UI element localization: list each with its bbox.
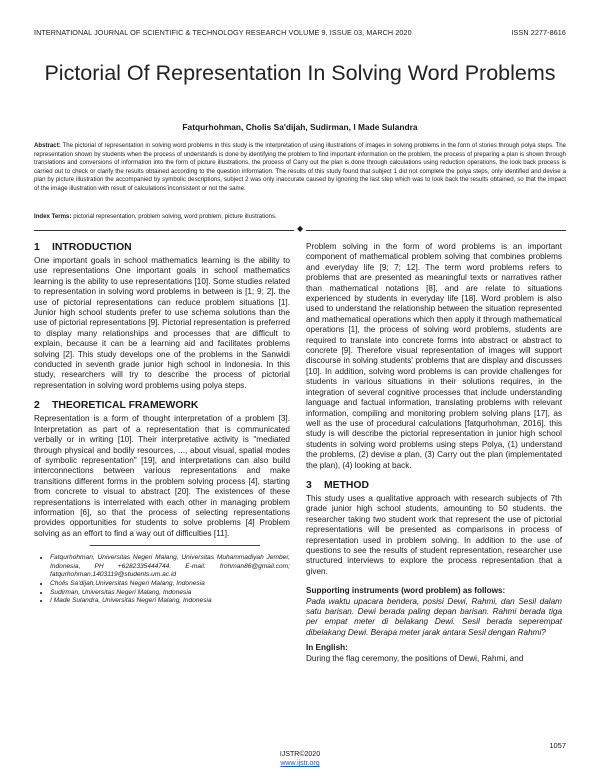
section-number: 3 bbox=[306, 479, 312, 491]
section-heading-method bbox=[306, 480, 562, 492]
journal-url-link[interactable]: www.ijstr.org bbox=[280, 760, 320, 767]
section-title: INTRODUCTION bbox=[52, 242, 132, 253]
issn: ISSN 2277-8616 bbox=[511, 28, 566, 37]
diamond-icon: ◆ bbox=[297, 224, 304, 233]
page-footer bbox=[0, 750, 600, 768]
section-heading-theory bbox=[34, 400, 290, 412]
english-problem-text: During the flag ceremony, the positions of Dewi, Rahmi, and bbox=[306, 653, 524, 663]
separator-line-left bbox=[34, 230, 294, 231]
abstract bbox=[34, 142, 566, 193]
footnote-item: • I Made Sulandra, Universitas Negeri Malang, Indonesia bbox=[50, 597, 290, 606]
section-title: METHOD bbox=[324, 479, 370, 491]
running-header bbox=[34, 28, 566, 37]
index-terms-label: Index Terms: bbox=[34, 213, 72, 220]
theory-text: Representation is a form of thought interpretation of a problem [3]. Interpretation as part of a representation that is communicated verbally or in writing [10]. Their interpretative activity is "mediated through physical and bodily resources, ..., about visual, spatial modes of symbolic representation" [19], and interpretations can also build interconnections between various representations and make transitions different forms in the problem solving process [4], starting from concrete to visual to abstract [20]. The existences of these representations is interrelated with each other in managing problem information [6], so that the process of selecting representations provides opportunities for students to solve problems [4] Problem solving as an effort to find a way out of difficulties [11]. bbox=[34, 414, 290, 538]
footnote-item: • Cholis Sa'dijah,Universitas Negeri Malang, Indonesia bbox=[50, 580, 290, 589]
section-title: THEORETICAL FRAMEWORK bbox=[52, 400, 199, 412]
index-terms bbox=[34, 213, 566, 220]
footnote-rule bbox=[90, 545, 260, 546]
indonesian-problem-text: Pada waktu upacara bendera, posisi Dewi, Rahmi, dan Sesil dalam satu barisan. Dewi berada paling depan barisan. Rahmi berada tiga per empat meter di belakang Dewi. Sesil berada seperempat dibelakang Dewi. Berapa meter jarak antara Sesil dengan Rahmi? bbox=[306, 596, 562, 637]
instruments-heading: Supporting instruments (word problem) as follows: bbox=[306, 586, 506, 596]
english-label: In English: bbox=[306, 643, 348, 653]
footnote-item: • Sudirman, Universitas Negeri Malang, Indonesia bbox=[50, 589, 290, 598]
section-separator bbox=[34, 224, 566, 235]
index-terms-text: pictorial representation, problem solving, word problem, picture illustrations. bbox=[73, 213, 277, 220]
paper-title: Pictorial Of Representation In Solving Word Problems bbox=[44, 61, 556, 85]
abstract-text: The pictorial of representation in solving word problems in this study is the interpretation of using illustrations of images in solving problems in the form of stories through polya steps. The representation shown by students when the process of understands is done by identifying the problem to find important information on the problem, the process of preparing a plan is shown through translations and conversions of information into the form of picture illustrations, the process of Carry out the plan is done through calculations using reduction operations, the look back process is carried out to check or clarify the results obtained according to the question information. The results of this study found that subject 1 did not complete the polya steps, only identified and devise a plan by picture illustration the accompanied by symbolic descriptions, subject 2 was only inaccurate caused by ignoring the last step which was to look back the results obtained, so that the impact of the image illustration with result of calculations inconsistent or not the same. bbox=[34, 142, 566, 192]
introduction-text: One important goals in school mathematics learning is the ability to use representations One important goals in school mathematics learning is the ability to use representations [10]. Some studies related to representation in solving word problems in between is [1; 9; 2]. the use of pictorial representations can reduce problem situations [1]. Junior high school students prefer to use schema solutions than the use of pictorial representations [9]. Pictorial representation is preferred to display many relationships and processes that are difficult to explain, because it can be a learning aid and facilitates problems solving [2]. This study develops one of the problems in the Sanwidi conducted in seventh grade junior high school in Indonesia. In this study, researchers will try to describe the process of pictorial representation in solving word problems using polya steps. bbox=[34, 256, 290, 390]
section-heading-introduction bbox=[34, 242, 290, 254]
right-column bbox=[306, 242, 562, 664]
footer-code: IJSTR©2020 bbox=[279, 751, 321, 758]
method-text: This study uses a qualitative approach with research subjects of 7th grade junior high school students, amounting to 50 students. the researcher taking two student work that represent the use of pictorial representations will be presented as comparisons in process of representation used in problem solving. In addition to the use of questions to see the results of student representation, researcher use structured interviews to explore the process representation that a given. bbox=[306, 493, 562, 576]
left-column bbox=[34, 242, 290, 606]
footnote-item: • Fatqurhohman, Universitas Negeri Malang, Universitas Muhammadiyah Jember, Indonesia, PH +6282335444744. E-mail: frohman86@gmail.com; fatqurhohman.1403119@students.um.ac.id bbox=[50, 554, 290, 580]
author-footnotes bbox=[34, 554, 290, 606]
page-number: 1057 bbox=[549, 741, 566, 750]
section-number: 1 bbox=[34, 242, 40, 253]
author-list: Fatqurhohman, Cholis Sa'dijah, Sudirman, I Made Sulandra bbox=[182, 122, 418, 132]
journal-name: INTERNATIONAL JOURNAL OF SCIENTIFIC & TECHNOLOGY RESEARCH VOLUME 9, ISSUE 03, MARCH 2020 bbox=[34, 28, 412, 37]
section-number: 2 bbox=[34, 400, 40, 412]
abstract-label: Abstract: bbox=[34, 142, 61, 149]
separator-line-right bbox=[306, 230, 566, 231]
problem-solving-text: Problem solving in the form of word problems is an important component of mathematical problem solving that combines problems and everyday life [9; 7; 12]. The term word problems refers to problems that are presented as meaningful texts or narratives rather than mathematical notations [8], and are relate to situations experienced by students in everyday life [18]. Word problem is also used to understand the relationship between the situation represented and mathematical operations which then apply it through mathematical operations [1], the process of solving word problems, students are required to translate into concrete forms into abstract or abstract to concrete [9]. Therefore visual representation of images will support discourse in solving students' problems that are display and discusses [10]. In addition, solving word problems is can provide challenges for students in various situations in their solutions requires, in the integration of several cognitive processes that include understanding language and factual information, translating problems with relevant information, compiling and monitoring problem solving plans [17], as well as the use of procedural calculations [fatqurhohman, 2016]. this study is will describe the pictorial representation in junior high school students in solving word problems using steps Polya, (1) understand the problems, (2) devise a plan, (3) Carry out the plan (implementated the plan), (4) looking at back. bbox=[306, 242, 562, 470]
